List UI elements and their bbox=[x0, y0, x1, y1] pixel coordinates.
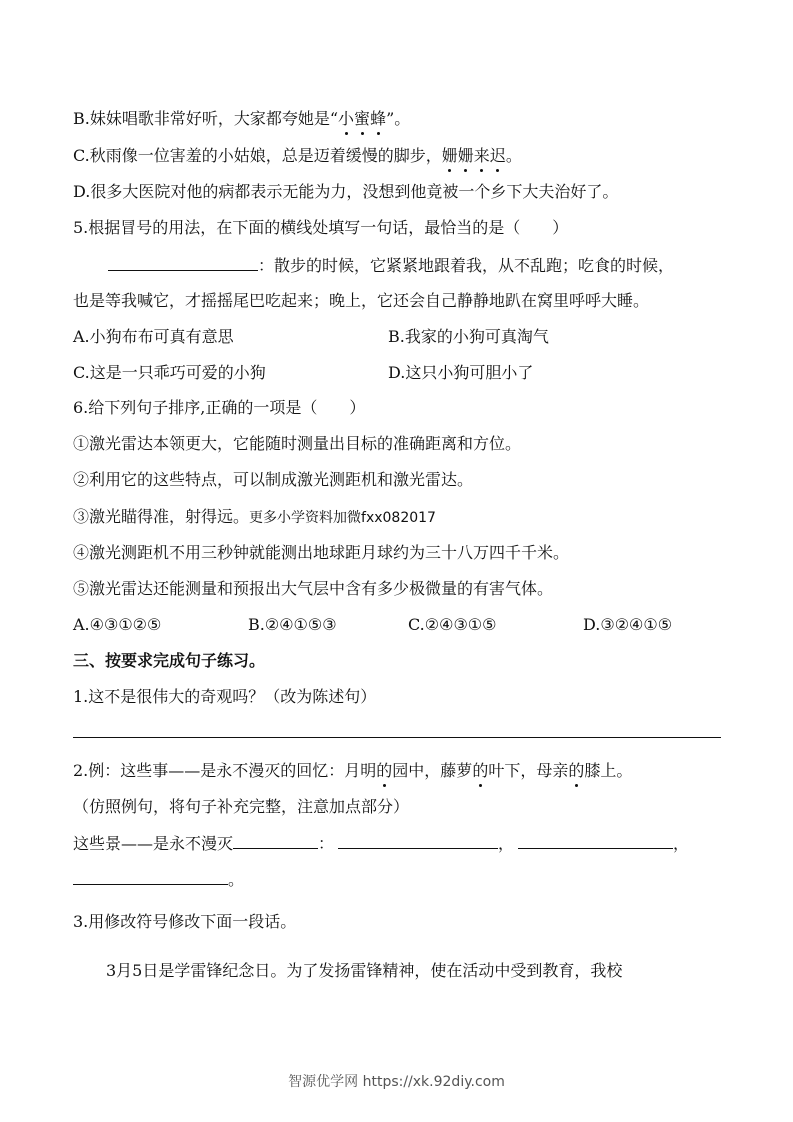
q6-sentence-2: ②利用它的这些特点，可以制成激光测距机和激光雷达。 bbox=[73, 470, 474, 489]
q5-prompt: 5.根据冒号的用法，在下面的横线处填写一句话，最恰当的是（ ） bbox=[73, 218, 569, 237]
q6-sentence-5: ⑤激光雷达还能测量和预报出大气层中含有多少极微量的有害气体。 bbox=[73, 579, 554, 598]
q5-option-b: B.我家的小狗可真淘气 bbox=[388, 327, 549, 346]
s3-question-2-fill-end: 。 bbox=[73, 868, 244, 891]
answer-blank[interactable] bbox=[518, 832, 673, 849]
answer-blank[interactable] bbox=[233, 832, 318, 849]
s3-question-2-fill: 这些景——是永不漫灭 ： ， ， bbox=[73, 834, 690, 853]
q6-option-d: D.③②④①⑤ bbox=[583, 615, 673, 634]
answer-line[interactable] bbox=[73, 737, 721, 738]
promo-text: 更多小学资料加微fxx082017 bbox=[249, 510, 436, 526]
s3-question-3: 3.用修改符号修改下面一段话。 bbox=[73, 912, 297, 931]
q5-passage-line2: 也是等我喊它，才摇摇尾巴吃起来；晚上，它还会自己静静地趴在窝里呼呼大睡。 bbox=[73, 291, 650, 310]
q5-option-c: C.这是一只乖巧可爱的小狗 bbox=[73, 363, 266, 382]
q6-option-b: B.②④①⑤③ bbox=[248, 615, 337, 634]
q5-passage-line1: ：散步的时候，它紧紧地跟着我，从不乱跑；吃食的时候， bbox=[108, 254, 674, 277]
s3-question-3-passage: 3月5日是学雷锋纪念日。为了发扬雷锋精神，使在活动中受到教育，我校 bbox=[106, 961, 623, 980]
q4-option-c: C.秋雨像一位害羞的小姑娘，总是迈着缓慢的脚步，姗姗来迟。 bbox=[73, 146, 522, 165]
q6-prompt: 6.给下列句子排序,正确的一项是（ ） bbox=[73, 398, 366, 417]
answer-blank[interactable] bbox=[338, 832, 498, 849]
s3-question-2-note: （仿照例句，将句子补充完整，注意加点部分） bbox=[73, 797, 410, 816]
dotted-text: 小蜜蜂 bbox=[338, 109, 387, 128]
answer-blank[interactable] bbox=[73, 868, 228, 885]
q6-option-c: C.②④③①⑤ bbox=[408, 615, 497, 634]
dotted-text: 姗姗来迟 bbox=[441, 146, 506, 165]
s3-question-1: 1.这不是很伟大的奇观吗？（改为陈述句） bbox=[73, 687, 377, 706]
q5-option-d: D.这只小狗可胆小了 bbox=[388, 363, 534, 382]
q6-sentence-3: ③激光瞄得准，射得远。更多小学资料加微fxx082017 bbox=[73, 507, 436, 526]
q6-sentence-4: ④激光测距机不用三秒钟就能测出地球距月球约为三十八万四千千米。 bbox=[73, 543, 570, 562]
q4-option-d: D.很多大医院对他的病都表示无能为力，没想到他竟被一个乡下大夫治好了。 bbox=[73, 182, 619, 201]
q6-sentence-1: ①激光雷达本领更大，它能随时测量出目标的准确距离和方位。 bbox=[73, 434, 522, 453]
q6-option-a: A.④③①②⑤ bbox=[73, 615, 162, 634]
section-title: 三、按要求完成句子练习。 bbox=[73, 651, 266, 670]
footer-watermark: 智源优学网 https://xk.92diy.com bbox=[288, 1074, 505, 1090]
q4-option-b: B.妹妹唱歌非常好听，大家都夸她是“小蜜蜂”。 bbox=[73, 109, 411, 128]
answer-blank[interactable] bbox=[108, 254, 258, 271]
q5-option-a: A.小狗布布可真有意思 bbox=[73, 327, 234, 346]
s3-question-2: 2.例：这些事——是永不漫灭的回忆：月明的园中，藤萝的叶下，母亲的膝上。 bbox=[73, 761, 633, 780]
